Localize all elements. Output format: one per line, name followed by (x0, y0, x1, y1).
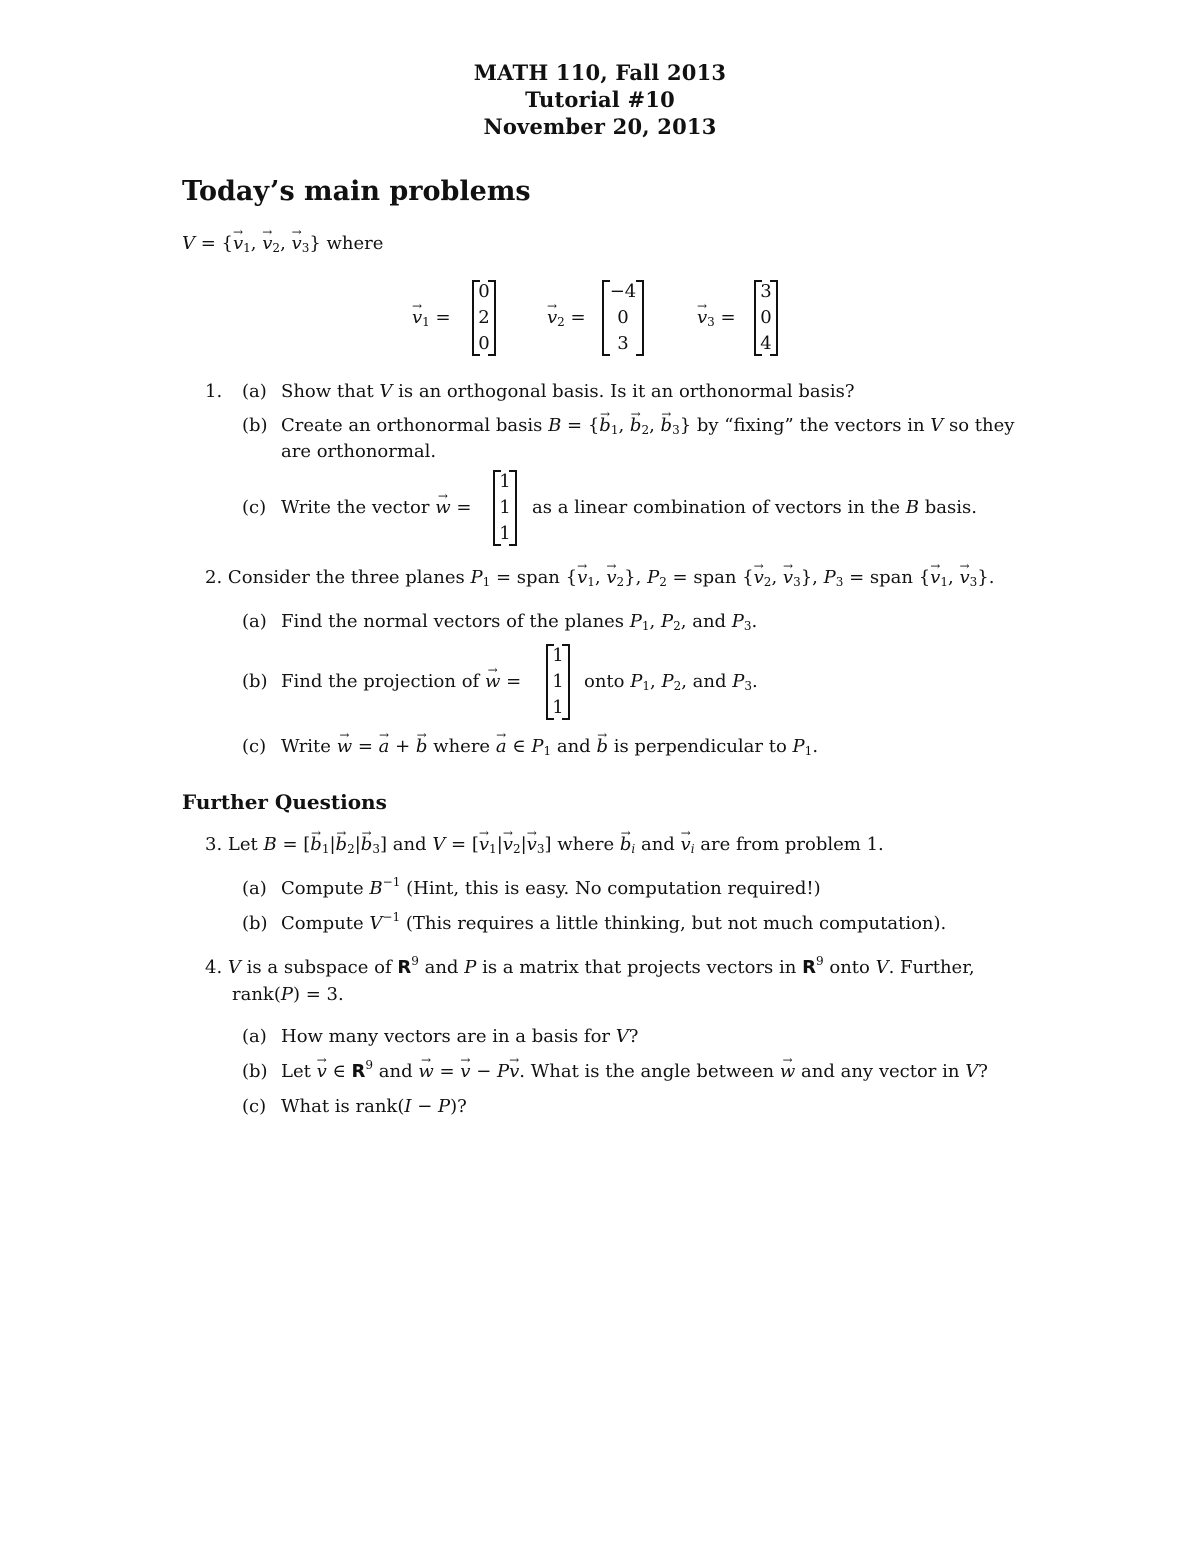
problem-1c-text-a: Write the vector → w = (281, 496, 471, 520)
problem-4c-tag: (c) (242, 1096, 267, 1117)
problem-4a-text: How many vectors are in a basis for V? (281, 1026, 639, 1047)
course-title: MATH 110, Fall 2013 (473, 60, 727, 85)
problem-3a-tag: (a) (242, 878, 267, 899)
w-entry: 1 (499, 497, 511, 518)
v3-entry: 0 (760, 307, 772, 328)
problem-3b-tag: (b) (242, 913, 268, 934)
problem-3b-text: Compute $V^{-1}$ (This requires a little thinking, but not much computation). (281, 910, 947, 934)
v1-matrix (472, 280, 496, 356)
v1-entry: 0 (478, 281, 490, 302)
problem-2c-tag: (c) (242, 736, 267, 757)
v3-entry: 3 (760, 281, 772, 302)
problem-2b-text-a: Find the projection of → w = (281, 670, 521, 694)
problem-2a-tag: (a) (242, 611, 267, 632)
problem-1b-text: Create an orthonormal basis B = {→ $b_1$, → $b_2$, → $b_3$} by “fixing” the vectors in V so they (281, 414, 1014, 438)
problem-1c-tag: (c) (242, 497, 267, 518)
v1-entry: 0 (478, 333, 490, 354)
section-heading-main: Today’s main problems (182, 176, 531, 207)
problem-2b-text-b: onto $P_1$, $P_2$, and $P_3$. (584, 671, 758, 693)
problem-3a-text: Compute $B^{-1}$ (Hint, this is easy. No computation required!) (281, 875, 821, 899)
problem-4a-tag: (a) (242, 1026, 267, 1047)
w-entry: 1 (499, 523, 511, 544)
v2-label: → $v_2$ = (547, 306, 586, 330)
w-entry: 1 (552, 697, 564, 718)
v3-matrix (754, 280, 778, 356)
problem-4b-text: Let → v ∈ $R^9$ and → w = → v − P→ v. What is the angle between → w and any vector in V? (281, 1060, 988, 1084)
intro-line: V = {→ $v_1$, → $v_2$, → $v_3$} where (182, 232, 383, 256)
problem-3-text: 3. Let B = [→ $b_1|\to b_2|\to b_3$] and V = [→ $v_1|\to v_2|\to v_3$] where → $b_i$ and → $v_i$ are from problem 1. (205, 833, 884, 857)
problem-4-text: 4. V is a subspace of $R^9$ and P is a matrix that projects vectors in $R^9$ onto V. Further, (205, 954, 975, 978)
problem-4c-text: What is rank(I − P)? (281, 1096, 467, 1117)
v2-entry: 0 (617, 307, 629, 328)
v2-entry: −4 (609, 281, 637, 302)
tutorial-date: November 20, 2013 (483, 114, 717, 139)
problem-1a-tag: (a) (242, 381, 267, 402)
section-heading-further: Further Questions (182, 790, 387, 814)
problem-4b-tag: (b) (242, 1061, 268, 1082)
problem-2a-text: Find the normal vectors of the planes $P_1$, $P_2$, and $P_3$. (281, 611, 758, 633)
problem-1b-text-cont: are orthonormal. (281, 441, 437, 462)
problem-4-text-cont: rank(P) = 3. (232, 984, 344, 1005)
w-matrix-1 (493, 470, 517, 546)
w-entry: 1 (552, 645, 564, 666)
problem-2b-tag: (b) (242, 671, 268, 692)
problem-1a-text: Show that V is an orthogonal basis. Is it an orthonormal basis? (281, 381, 855, 402)
problem-1b-tag: (b) (242, 415, 268, 436)
v1-label: → $v_1$ = (412, 306, 451, 330)
v2-entry: 3 (617, 333, 629, 354)
v3-label: → $v_3$ = (697, 306, 736, 330)
w-matrix-2 (546, 644, 570, 720)
v2-matrix (602, 280, 644, 356)
problem-1-number: 1. (205, 381, 223, 402)
w-entry: 1 (552, 671, 564, 692)
tutorial-number: Tutorial #10 (525, 87, 675, 112)
problem-1c-text-b: as a linear combination of vectors in the B basis. (532, 497, 977, 518)
w-entry: 1 (499, 471, 511, 492)
v1-entry: 2 (478, 307, 490, 328)
v3-entry: 4 (760, 333, 772, 354)
problem-2c-text: Write → w = → a + → b where → a ∈ $P_1$ and → b is perpendicular to $P_1$. (281, 735, 818, 759)
problem-2-text: 2. Consider the three planes $P_1$ = span {→ $v_1$, → $v_2$}, $P_2$ = span {→ $v_2$, → $v_3$}, $P_3$ = span {→ $v_1$, → $v_3$}. (205, 566, 994, 590)
